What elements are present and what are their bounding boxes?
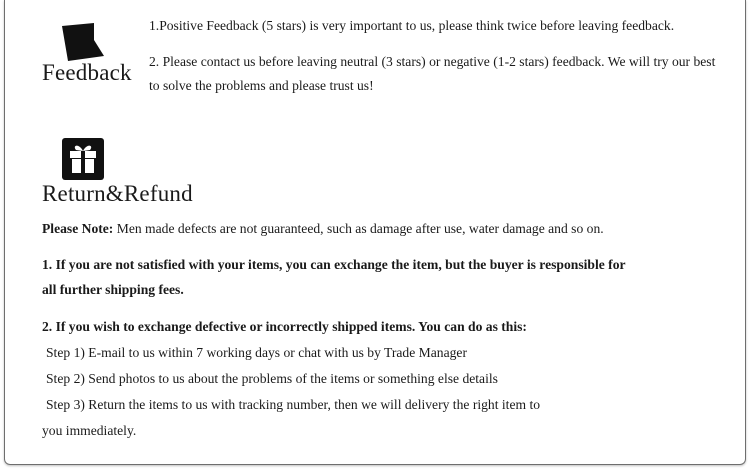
step-1: Step 1) E-mail to us within 7 working days or chat with us by Trade Manager (46, 345, 467, 360)
rule-1-line-2: all further shipping fees. (42, 282, 184, 297)
feedback-title: Feedback (42, 60, 132, 85)
feedback-point-1: 1.Positive Feedback (5 stars) is very important to us, please think twice before leaving feedback. (149, 18, 675, 33)
please-note-label: Please Note: (42, 221, 114, 236)
feedback-point-2: 2. Please contact us before leaving neutral (3 stars) or negative (1-2 stars) feedback. We will try our best to solve the problems and please trust us! (149, 54, 716, 93)
step-2: Step 2) Send photos to us about the problems of the items or something else details (46, 371, 498, 386)
gift-icon (62, 138, 104, 180)
rule-2: 2. If you wish to exchange defective or incorrectly shipped items. You can do as this: (42, 319, 527, 334)
rule-1-line-1: 1. If you are not satisfied with your items, you can exchange the item, but the buyer is responsible for (42, 257, 626, 272)
please-note (42, 221, 604, 237)
flag-icon (60, 22, 106, 62)
please-note-text: Men made defects are not guaranteed, such as damage after use, water damage and so on. (113, 221, 604, 236)
step-3-line-2: you immediately. (42, 423, 137, 438)
step-3-line-1: Step 3) Return the items to us with tracking number, then we will delivery the right item to (46, 397, 541, 412)
return-refund-title: Return&Refund (42, 181, 193, 206)
